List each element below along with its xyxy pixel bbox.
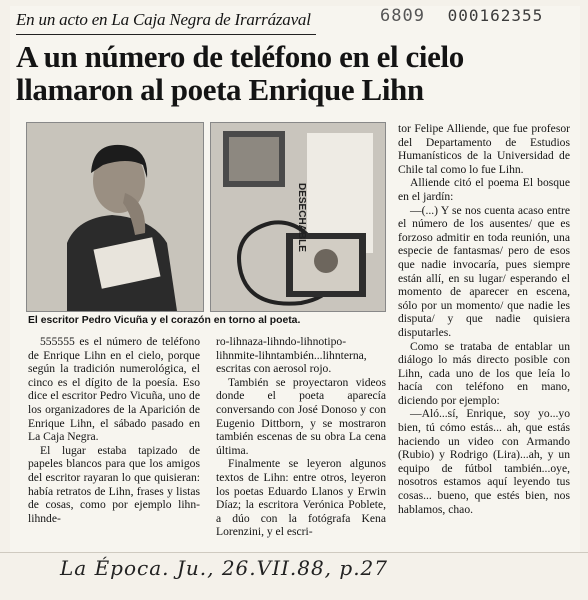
paragraph: También se proyectaron videos donde el poeta aparecía conversando con José Donoso y con Eugenio Dittborn, y se mostraron también escenas de su obra La cena última. bbox=[216, 375, 386, 457]
paragraph: Finalmente se leyeron algunos textos de Lihn: entre otros, leyeron los poetas Eduardo Llanos y Erwin Díaz; la escritora Verónica Poblete, a dúo con la fotógrafa Kena Lorenzini, y el escri- bbox=[216, 457, 386, 539]
portrait-illustration bbox=[27, 123, 203, 311]
paragraph: Alliende citó el poema El bosque en el jardín: bbox=[398, 176, 570, 203]
article-column-3 bbox=[398, 122, 570, 516]
archive-number-1: 6809 bbox=[380, 6, 425, 26]
archive-number-2: 000162355 bbox=[447, 6, 544, 25]
photo-caption: El escritor Pedro Vicuña y el corazón en torno al poeta. bbox=[28, 315, 301, 326]
paragraph: ro-lihnaza-lihndo-lihnotipo-lihnmite-lihntambién...lihnterna, escritas con aerosol rojo. bbox=[216, 335, 367, 376]
headline: A un número de teléfono en el cielo llamaron al poeta Enrique Lihn bbox=[16, 39, 464, 107]
paragraph: Como se trataba de entablar un diálogo lo más directo posible con Lihn, cada uno de los que leía lo hacía con teléfono en mano, diciendo por ejemplo: bbox=[398, 339, 570, 407]
paragraph: El lugar estaba tapizado de papeles blancos para que los amigos del escritor rayaran lo que quisieran: había retratos de Lihn, frases y listas de cosas, como por ejemplo lihn-lihnde- bbox=[28, 443, 200, 525]
archive-reference bbox=[380, 6, 543, 26]
article-column-2 bbox=[216, 335, 386, 539]
kicker: En un acto en La Caja Negra de Irarrázaval bbox=[16, 10, 311, 29]
paragraph: 555555 es el número de teléfono de Enrique Lihn en el cielo, porque según la tradición numerológica, el cinco es el dígito de la poesía. Eso dice el escritor Pedro Vicuña, uno de los organizadores de la Aparición de Enrique Lihn, el sábado pasado en La Caja Negra. bbox=[28, 335, 200, 444]
article-column-1 bbox=[28, 335, 200, 525]
paragraph: tor Felipe Alliende, que fue profesor del Departamento de Estudios Humanísticos de la Universidad de Chile tal como lo fue Lihn. bbox=[398, 122, 570, 176]
handwritten-source-note: La Época. Ju., 26.VII.88, p.27 bbox=[60, 556, 388, 580]
installation-sign-text: DESECHABLE bbox=[296, 183, 307, 252]
photo-pedro-vicuna bbox=[26, 122, 204, 312]
kicker-underline bbox=[16, 34, 316, 35]
photo-installation bbox=[210, 122, 386, 312]
paragraph: —Aló...sí, Enrique, soy yo...yo bien, tú cómo estás... ah, que estás haciendo un video con Armando (Rubio) y Rodrigo (Lira)...ah, y un equipo de fútbol también...oye, nosotros estamos aquí leyendo tus cosas... bueno, que estés bien, nos hablamos, chao. bbox=[398, 407, 570, 516]
paragraph: —(...) Y se nos cuenta acaso entre el número de los ausentes/ que es forzoso admitir en toda reunión, una especie de fantasmas/ pero de esos que nadie invocaría, pues siempre están allí, en su lugar/ esperando el momento de aparecer en escena, sólo por un momento/ que nadie les disputa/ y que nadie quisiera disputarles. bbox=[398, 203, 570, 339]
clipping-edge bbox=[0, 552, 588, 553]
